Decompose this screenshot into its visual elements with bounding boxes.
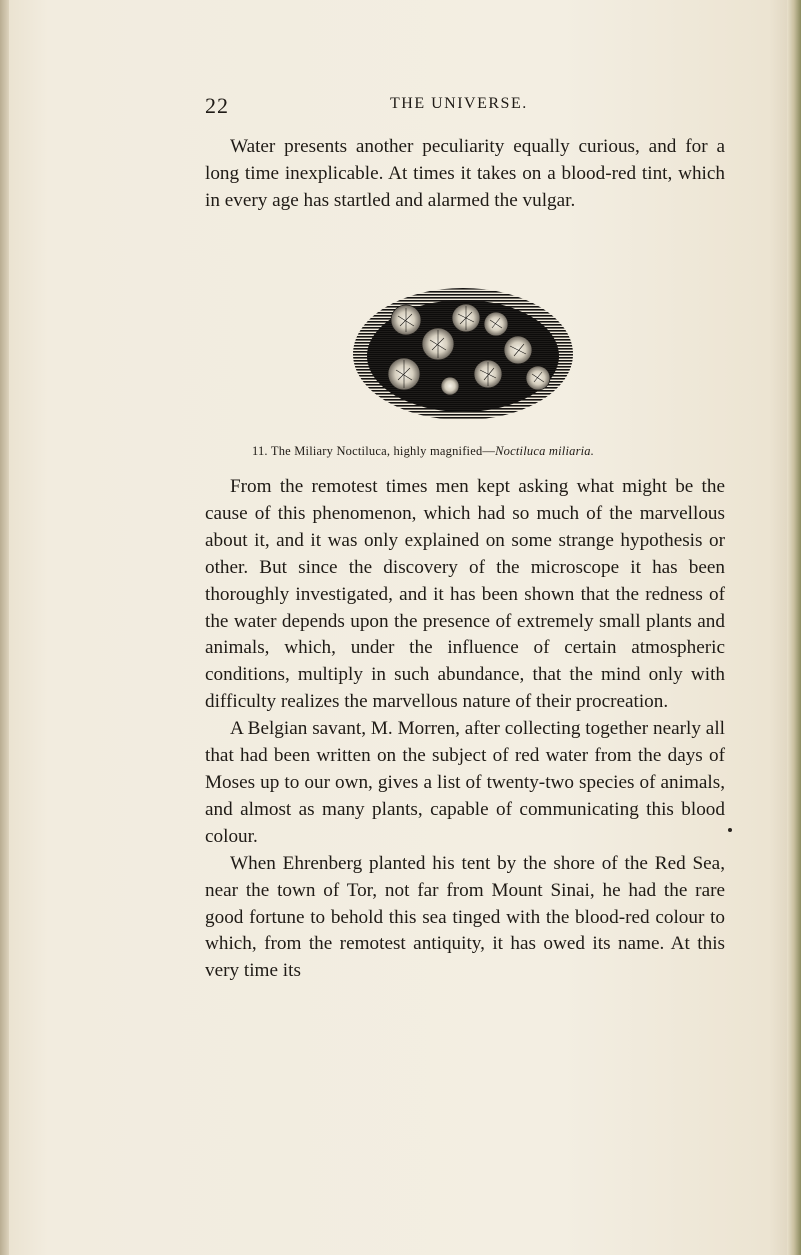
figure-engraving <box>338 282 588 432</box>
caption-text: 11. The Miliary Noctiluca, highly magnified— <box>252 444 496 458</box>
page-right-edge <box>787 0 801 1255</box>
noctiluca-engraving-image <box>338 282 588 432</box>
paragraph: Water presents another peculiarity equally curious, and for a long time inexplicable. At times it takes on a blood-red tint, which in every age has startled and alarmed the vulgar. <box>205 136 725 211</box>
paragraph: A Belgian savant, M. Morren, after collecting together nearly all that had been written on the subject of red water from the days of Moses up to our own, gives a list of twenty-two species of animals, and almost as many plants, capable of communicating this blood colour. <box>205 718 725 847</box>
text-block-top <box>205 134 725 215</box>
page-number: 22 <box>205 93 229 118</box>
running-head: THE UNIVERSE. <box>390 95 528 112</box>
paragraph: When Ehrenberg planted his tent by the shore of the Red Sea, near the town of Tor, not far from Mount Sinai, he had the rare good fortune to behold this sea tinged with the blood-red colour to which, from the remotest antiquity, it has owed its name. At this very time its <box>205 852 725 982</box>
caption-scientific-name: Noctiluca miliaria. <box>495 444 595 458</box>
text-block-bottom <box>205 474 725 985</box>
figure-caption <box>252 444 732 459</box>
page-left-edge <box>0 0 9 1255</box>
ink-speck <box>728 828 732 832</box>
page-header <box>205 93 725 117</box>
paragraph: From the remotest times men kept asking what might be the cause of this phenomenon, which had so much of the marvellous about it, and it was only explained on some strange hypothesis or other. But since the discovery of the microscope it has been thoroughly investigated, and it has been shown that the redness of the water depends upon the presence of extremely small plants and animals, which, under the influence of certain atmospheric conditions, multiply in such abundance, that the mind only with difficulty realizes the marvellous nature of their procreation. <box>205 476 725 713</box>
